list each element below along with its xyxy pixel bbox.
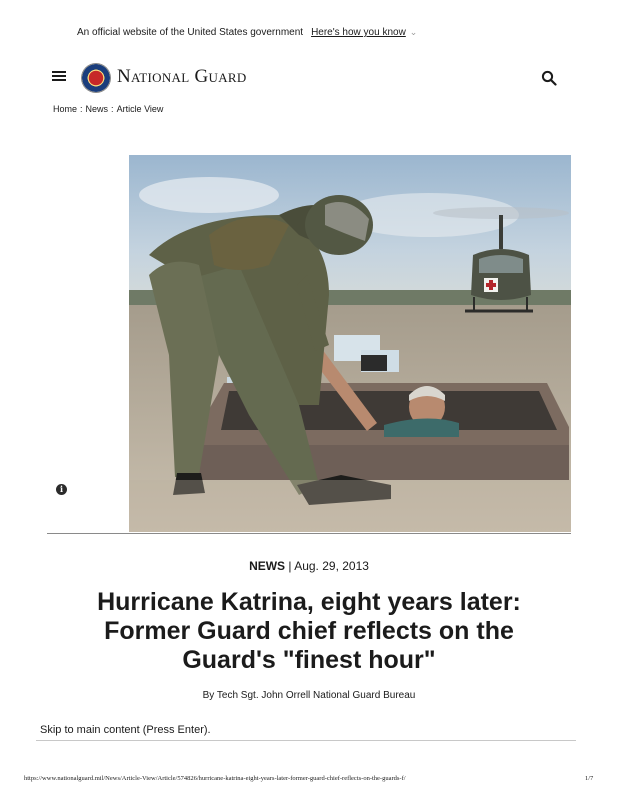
article-title: Hurricane Katrina, eight years later: Former Guard chief reflects on the Guard's "finest hour" [97, 588, 521, 674]
print-footer-url: https://www.nationalguard.mil/News/Article-View/Article/574826/hurricane-katrina-eight-years-later-former-guard-chief-reflects-on-the-guards-f/ [24, 775, 406, 782]
info-icon[interactable]: i [56, 484, 67, 495]
breadcrumb-news[interactable]: News [85, 104, 109, 114]
article-category[interactable]: NEWS [249, 559, 286, 573]
cloud [139, 177, 279, 213]
chevron-down-icon[interactable]: ⌄ [409, 27, 418, 37]
divider [47, 533, 571, 534]
print-footer-page-number: 1/7 [585, 775, 594, 782]
heres-how-you-know-link[interactable]: Here's how you know [311, 27, 406, 38]
national-guard-seal-logo[interactable] [82, 64, 110, 92]
menu-icon[interactable] [52, 69, 66, 83]
gov-banner [77, 27, 417, 38]
meta-divider: | [288, 559, 292, 573]
hero-photo [129, 155, 571, 532]
article-meta [0, 559, 618, 573]
divider [36, 740, 576, 741]
skip-to-main-content-link[interactable]: Skip to main content (Press Enter). [40, 724, 211, 736]
breadcrumb-home[interactable]: Home [53, 104, 78, 114]
breadcrumb-separator: : [80, 104, 83, 114]
gov-banner-text: An official website of the United States government [77, 27, 304, 38]
breadcrumb-current: Article View [116, 104, 164, 114]
breadcrumb [53, 104, 163, 114]
article-byline: By Tech Sgt. John Orrell National Guard Bureau [202, 690, 416, 701]
article-date: Aug. 29, 2013 [294, 559, 369, 573]
gravel-texture [129, 480, 571, 532]
site-name[interactable]: National Guard [117, 66, 247, 87]
breadcrumb-separator: : [111, 104, 114, 114]
search-icon[interactable] [541, 70, 557, 86]
